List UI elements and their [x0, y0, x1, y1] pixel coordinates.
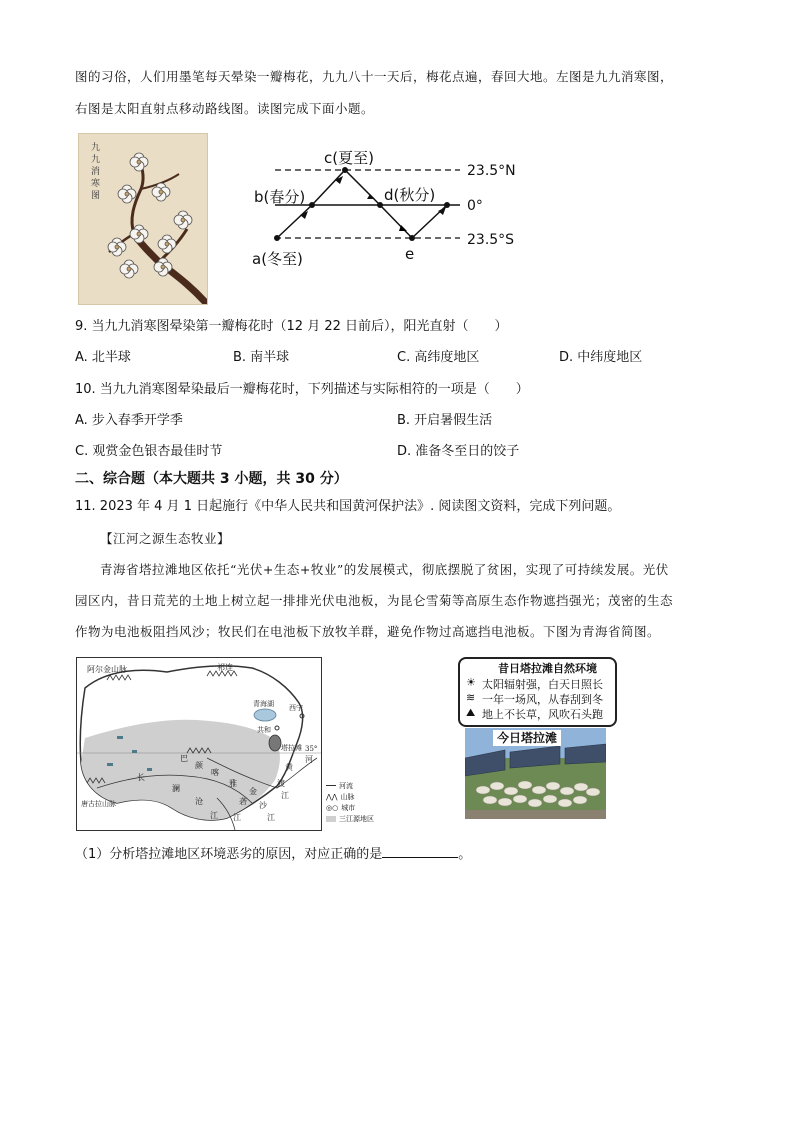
- q11-para-line-2: 园区内，昔日荒芜的土地上树立起一排排光伏电池板，为昆仑雪菊等高原生态作物遮挡强光；茂密的生态: [75, 593, 674, 608]
- q10-option-b: B. 开启暑假生活: [397, 413, 493, 428]
- q11-sub-1: [75, 843, 471, 864]
- qinghai-map: [76, 657, 322, 831]
- map-label-jiang-2: 江: [233, 813, 241, 822]
- map-label-tanggula: 唐古拉山脉: [81, 800, 116, 808]
- legend-mountain: ⋀⋀ 山脉: [326, 792, 355, 801]
- plum-branch-drawing: [79, 134, 207, 304]
- plum-blossom-image: [78, 133, 208, 305]
- q9-option-c: C. 高纬度地区: [397, 350, 480, 365]
- map-label-ba: 巴: [180, 754, 188, 763]
- q10-stem: 10. 当九九消寒图晕染最后一瓣梅花时，下列描述与实际相符的一项是（ ）: [75, 382, 529, 397]
- legend-river: 河流: [326, 780, 396, 791]
- q10-option-d: D. 准备冬至日的饺子: [397, 444, 520, 459]
- stones-icon: ⛰: [466, 706, 476, 719]
- wind-icon: ≋: [466, 691, 476, 704]
- label-d-autumn-equinox: d(秋分): [384, 186, 436, 204]
- map-label-chang: 长: [137, 773, 145, 782]
- map-label-long: 砻: [239, 797, 247, 806]
- intro-line-1: 图的习俗，人们用墨笔每天晕染一瓣梅花，九九八十一天后，梅花点遍，春回大地。左图是九九消寒图，: [75, 69, 674, 84]
- env-card-line-3: 地上不长草，风吹石头跑: [482, 708, 603, 721]
- label-tropic-north: 23.5°N: [467, 163, 516, 179]
- label-a-winter-solstice: a(冬至): [252, 250, 303, 268]
- sun-icon: ☀: [466, 676, 476, 689]
- label-e: e: [405, 245, 415, 263]
- photo-caption: 今日塔拉滩: [493, 730, 561, 746]
- map-label-talatan: 塔拉滩: [281, 744, 302, 752]
- q11-para-line-1: 青海省塔拉滩地区依托“光伏+生态+牧业”的发展模式，彻底摆脱了贫困，实现了可持续发展。光伏: [100, 562, 669, 577]
- plum-title-char: 寒: [91, 179, 101, 189]
- q10-option-c: C. 观赏金色银杏最佳时节: [75, 444, 223, 459]
- label-equator: 0°: [467, 198, 483, 214]
- map-label-lancang-2: 沧: [195, 797, 203, 806]
- map-label-altun: 阿尔金山脉: [87, 665, 127, 674]
- label-c-summer-solstice: c(夏至): [324, 149, 374, 167]
- region-symbol-icon: [326, 816, 336, 822]
- q11-subhead: 【江河之源生态牧业】: [100, 531, 231, 546]
- q9-option-b: B. 南半球: [233, 350, 290, 365]
- map-label-du: 渡: [277, 779, 285, 788]
- map-label-huang: 黄: [285, 763, 293, 772]
- map-label-he: 河: [305, 755, 313, 764]
- map-label-ka: 喀: [211, 768, 219, 777]
- sun-path-diagram: [250, 145, 540, 270]
- today-talatan-photo: [465, 728, 606, 819]
- label-tropic-south: 23.5°S: [467, 232, 515, 248]
- legend-city: ◎○ 城市: [326, 803, 356, 812]
- q11-para-line-3: 作物为电池板阻挡风沙；牧民们在电池板下放牧羊群，避免作物过高遮挡电池板。下图为青海省简图。: [75, 624, 661, 639]
- map-label-qilian: 祁连: [217, 663, 233, 672]
- section-title: 二、综合题（本大题共 3 小题，共 30 分）: [75, 471, 348, 487]
- q11-sub-1-end: 。: [458, 847, 472, 862]
- city-symbol-icon: ◎○: [326, 803, 339, 812]
- map-label-yan: 颜: [195, 761, 203, 770]
- map-label-gonghe: 共和: [257, 726, 271, 734]
- q11-sub-1-text: （1）分析塔拉滩地区环境恶劣的原因，对应正确的是: [75, 847, 383, 862]
- intro-line-2: 右图是太阳直射点移动路线图。读图完成下面小题。: [75, 101, 375, 116]
- map-label-jiang-3: 江: [267, 813, 275, 822]
- map-label-lat35: 35°: [305, 745, 318, 753]
- plum-title-char: 消: [91, 167, 101, 177]
- old-environment-card: [458, 657, 617, 727]
- plum-title-char: 九: [91, 143, 101, 153]
- plum-title-char: 九: [91, 155, 101, 165]
- river-symbol-icon: [326, 785, 336, 786]
- answer-blank[interactable]: [382, 843, 458, 858]
- map-label-jin: 金: [249, 787, 257, 796]
- env-card-line-2: 一年一场风，从春刮到冬: [482, 693, 603, 706]
- legend-three-rivers: 三江源地区: [326, 813, 396, 824]
- q11-stem: 11. 2023 年 4 月 1 日起施行《中华人民共和国黄河保护法》. 阅读图文资料，完成下列问题。: [75, 499, 621, 514]
- map-label-lancang-3: 江: [210, 811, 218, 820]
- map-label-lancang-1: 澜: [172, 784, 180, 793]
- q10-option-a: A. 步入春季开学季: [75, 413, 183, 428]
- label-b-spring-equinox: b(春分): [254, 188, 306, 206]
- mountain-symbol-icon: ⋀⋀: [326, 792, 338, 801]
- map-label-sha: 沙: [259, 801, 267, 810]
- q9-option-a: A. 北半球: [75, 350, 131, 365]
- map-legend: [326, 780, 396, 824]
- map-label-xining: 西宁: [289, 704, 303, 712]
- map-label-jiang-4: 江: [281, 791, 289, 800]
- map-label-qinghai-lake: 青海湖: [253, 700, 274, 708]
- map-label-ya: 雅: [229, 779, 237, 788]
- env-card-title: 昔日塔拉滩自然环境: [498, 662, 597, 675]
- q9-option-d: D. 中纬度地区: [559, 350, 643, 365]
- env-card-line-1: 太阳辐射强，白天日照长: [482, 678, 603, 691]
- plum-title-char: 图: [91, 191, 101, 201]
- q9-stem: 9. 当九九消寒图晕染第一瓣梅花时（12 月 22 日前后），阳光直射（ ）: [75, 319, 508, 334]
